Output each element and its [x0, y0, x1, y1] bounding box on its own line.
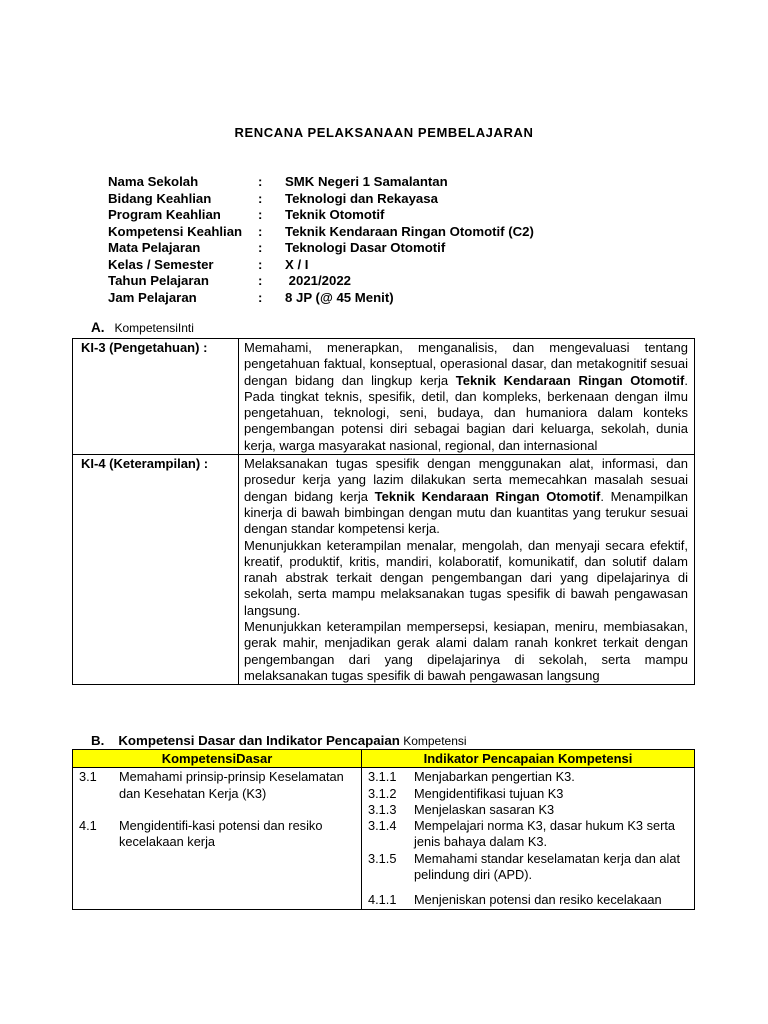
ki4-description	[239, 455, 695, 685]
identity-label: Program Keahlian	[108, 207, 221, 222]
section-a-title: KompetensiInti	[114, 321, 194, 335]
section-b-title-tail: Kompetensi	[399, 734, 467, 748]
identity-row	[108, 207, 534, 224]
ipk-text: Menjabarkan pengertian K3.	[414, 769, 575, 785]
section-b-title: Kompetensi Dasar dan Indikator Pencapaian	[118, 733, 400, 748]
ipk-text: Menjeniskan potensi dan resiko kecelakaan	[414, 892, 662, 908]
identity-label: Mata Pelajaran	[108, 240, 201, 255]
identity-label: Kompetensi Keahlian	[108, 223, 243, 239]
ipk-number: 3.1.1	[368, 769, 397, 785]
ipk-item	[368, 818, 690, 851]
identity-value: 2021/2022	[285, 273, 352, 288]
identity-colon: :	[258, 240, 263, 255]
identity-row	[108, 191, 534, 208]
ipk-number: 4.1.1	[368, 892, 397, 908]
kd-header-left: KompetensiDasar	[73, 750, 362, 768]
identity-colon: :	[258, 207, 263, 222]
section-b-letter: B.	[91, 733, 105, 748]
section-a-letter: A.	[91, 320, 105, 335]
document-title: RENCANA PELAKSANAAN PEMBELAJARAN	[234, 125, 534, 140]
kd-text: Memahami prinsip-prinsip Keselamatan dan Kesehatan Kerja (K3)	[119, 769, 344, 801]
ipk-text: Mempelajari norma K3, dasar hukum K3 serta jenis bahaya dalam K3.	[414, 818, 676, 850]
kd-header-right: Indikator Pencapaian Kompetensi	[362, 750, 695, 768]
identity-colon: :	[258, 273, 263, 288]
identity-colon: :	[258, 223, 263, 239]
identity-label: Nama Sekolah	[108, 174, 199, 189]
identity-value: Teknologi dan Rekayasa	[285, 190, 438, 206]
ipk-item	[368, 802, 690, 818]
kd-item	[79, 818, 357, 851]
identity-colon: :	[258, 256, 263, 272]
identity-row	[108, 257, 534, 274]
identity-colon: :	[258, 190, 263, 206]
ki3-text-bold: Teknik Kendaraan Ringan Otomotif	[455, 372, 685, 388]
identity-value: Teknik Otomotif	[285, 207, 385, 222]
ki4-p1-post: . Menampilkan kinerja di bawah bimbingan dengan mutu dan kuantitas yang terukur sesuai dengan standar kompetensi kerja.	[244, 488, 688, 537]
identity-table	[108, 174, 534, 306]
section-a-heading	[91, 320, 194, 335]
kd-cell	[73, 768, 362, 909]
ki4-p1-pre: Melaksanakan tugas spesifik dengan menggunakan alat, informasi, dan prosedur kerja yang lazim dilakukan serta memecahkan masalah sesuai dengan bidang kerja	[244, 456, 688, 504]
identity-label: Bidang Keahlian	[108, 190, 212, 206]
ipk-number: 3.1.2	[368, 785, 397, 801]
ki4-paragraph-1	[244, 456, 688, 537]
ki3-text-pre: Memahami, menerapkan, menganalisis, dan mengevaluasi tentang pengetahuan faktual, konseptual, operasional dasar, dan metakognitif sesuai dengan bidang dan lingkup kerja	[244, 340, 688, 388]
ki3-text-post: . Pada tingkat teknis, spesifik, detil, dan kompleks, berkenaan dengan ilmu pengetahuan, teknologi, seni, budaya, dan humaniora dalam konteks pengembangan potensi diri sebagai bagian dari keluarga, sekolah, dunia kerja, warga masyarakat nasional, regional, dan internasional	[244, 372, 688, 453]
ipk-number: 3.1.3	[368, 801, 397, 817]
ipk-text: Memahami standar keselamatan kerja dan alat pelindung diri (APD).	[414, 850, 681, 883]
identity-row	[108, 290, 534, 307]
ki4-p1-bold: Teknik Kendaraan Ringan Otomotif	[374, 488, 601, 504]
identity-label: Tahun Pelajaran	[108, 273, 209, 288]
ipk-cell	[362, 768, 695, 909]
kd-body-row	[73, 768, 695, 909]
ki4-label: KI-4 (Keterampilan) :	[73, 455, 239, 685]
kd-number: 3.1	[79, 769, 97, 785]
ki3-row	[73, 339, 695, 455]
kd-number: 4.1	[79, 817, 97, 833]
ipk-item	[368, 892, 690, 908]
identity-value: Teknik Kendaraan Ringan Otomotif (C2)	[285, 223, 534, 239]
kd-header-row	[73, 750, 695, 768]
identity-value: 8 JP (@ 45 Menit)	[285, 289, 394, 305]
ki4-paragraph-3: Menunjukkan keterampilan mempersepsi, kesiapan, meniru, membiasakan, gerak mahir, menjadikan gerak alami dalam ranah konkret terkait dengan pengembangan dari yang dipelajarinya di sekolah, serta mampu melaksanakan tugas spesifik di bawah pengawasan langsung	[244, 619, 688, 683]
ipk-item	[368, 786, 690, 802]
ipk-text: Menjelaskan sasaran K3	[414, 801, 555, 817]
identity-row	[108, 273, 534, 290]
identity-label: Jam Pelajaran	[108, 289, 197, 305]
identity-row	[108, 174, 534, 191]
kd-item	[79, 769, 357, 802]
kompetensi-dasar-table	[72, 749, 695, 910]
identity-colon: :	[258, 289, 263, 305]
identity-value: SMK Negeri 1 Samalantan	[285, 174, 448, 189]
identity-row	[108, 240, 534, 257]
ipk-item	[368, 851, 690, 884]
kompetensi-inti-table	[72, 338, 695, 685]
kd-text: Mengidentifi-kasi potensi dan resiko kecelakaan kerja	[119, 817, 323, 850]
identity-value: Teknologi Dasar Otomotif	[285, 240, 446, 255]
ki4-row	[73, 455, 695, 685]
ki4-paragraph-2: Menunjukkan keterampilan menalar, mengolah, dan menyaji secara efektif, kreatif, produktif, kritis, mandiri, kolaboratif, komunikatif, dan solutif dalam ranah abstrak terkait dengan pengembangan dari yang dipelajarinya di sekolah, serta mampu melaksanakan tugas spesifik di bawah pengawasan langsung.	[244, 537, 688, 618]
section-b-heading	[91, 733, 467, 748]
identity-value: X / I	[285, 256, 309, 272]
ipk-number: 3.1.4	[368, 818, 397, 834]
ipk-text: Mengidentifikasi tujuan K3	[414, 785, 564, 801]
identity-colon: :	[258, 174, 263, 189]
ipk-item	[368, 769, 690, 785]
identity-label: Kelas / Semester	[108, 256, 214, 272]
ipk-number: 3.1.5	[368, 850, 397, 866]
ki3-label: KI-3 (Pengetahuan) :	[73, 339, 239, 455]
identity-row	[108, 224, 534, 241]
ki3-description	[239, 339, 695, 455]
